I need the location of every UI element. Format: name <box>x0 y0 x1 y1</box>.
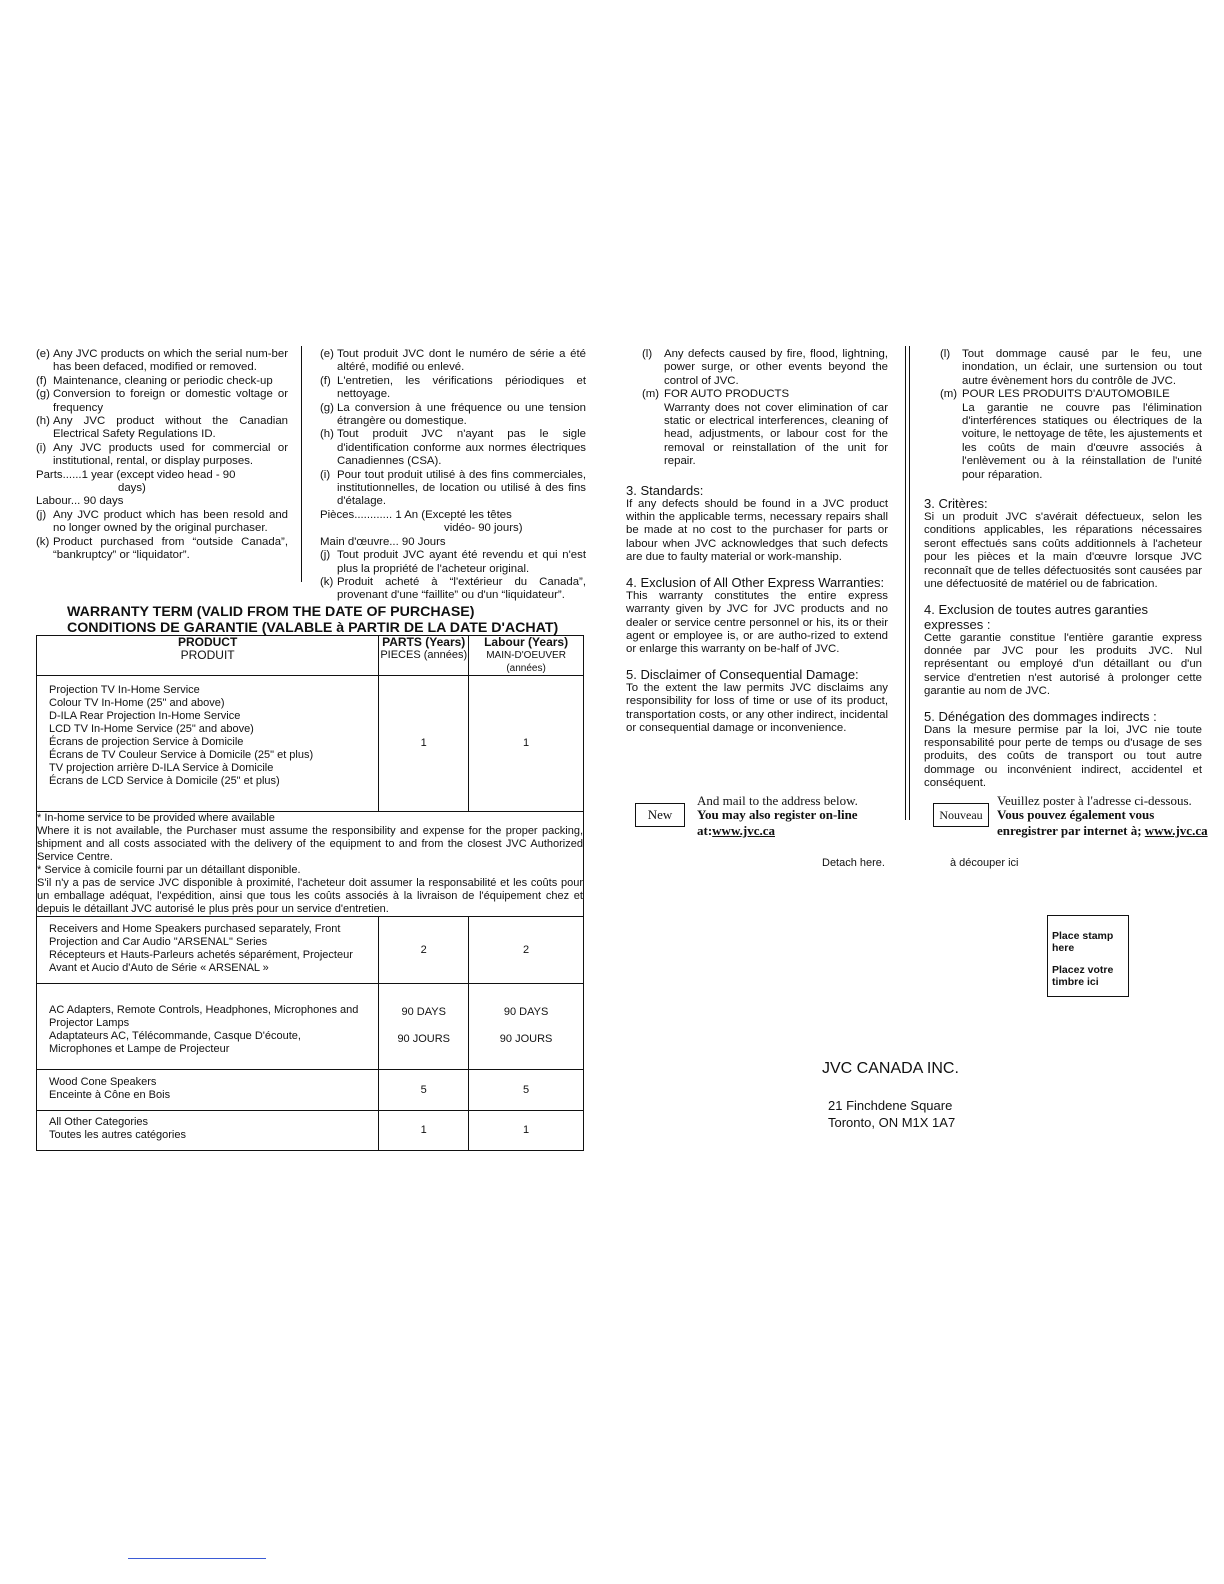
center-divider-1 <box>905 346 906 820</box>
right-fr-items <box>940 348 1202 482</box>
in-home-service-note: * In-home service to be provided where available Where it is not available, the Purchaser must assume the responsibility and expense for the proper packing, shipment and all costs associated with the delivery of the equipment to and from the closest JVC Authorized Service Centre. * Service à comicile fourni par un détaillant disponible. S'il n'y a pas de service JVC disponible à proximité, l'acheteur doit assumer la responsabilité et les coûts pour un emballage adéquat, l'expédition, ainsi que tous les coûts associés à la livraison de l'équipement chez et depuis le détaillant JVC autorisé le plus près pour un service d'entretien. <box>37 812 583 915</box>
address-company: JVC CANADA INC. <box>822 1060 959 1077</box>
jvc-website-link-fr[interactable]: www.jvc.ca <box>1144 823 1208 838</box>
mail-note-fr: Veuillez poster à l'adresse ci-dessous. <box>997 793 1192 808</box>
exclusion-f-en: (f) Maintenance, cleaning or periodic check-up <box>36 374 273 387</box>
register-note-en: You may also register on-line at:www.jvc.ca <box>697 807 858 838</box>
address-block <box>828 1097 955 1131</box>
warranty-title-fr: CONDITIONS DE GARANTIE (VALABLE à PARTIR DE LA DATE D'ACHAT) <box>67 620 559 636</box>
exclusion-e-fr: (e) Tout produit JVC dont le numéro de série a été altéré, modifié ou enlevé. <box>320 348 586 374</box>
register-line-fr: enregistrer par internet à; www.jvc.ca <box>997 823 1208 838</box>
table-row <box>37 917 584 984</box>
detach-here-en: Detach here. <box>822 857 885 869</box>
labour-cell-other: 1 <box>469 1111 584 1151</box>
denegation-body: Dans la mesure permise par la loi, JVC nie toute responsabilité pour perte de temps ou d'usage de ses produits, des coûts de transport ou tout autre dommage ou inconvénient indirect, accidentel et conséquent. <box>924 723 1202 790</box>
center-divider-2 <box>909 346 910 820</box>
labour-term-en: Labour... 90 days <box>36 495 124 508</box>
exclusion-i-en: (i) Any JVC products used for commercial or institutional, rental, or display purposes. <box>36 441 288 468</box>
exclusions-en <box>36 348 288 563</box>
exclusion-j-fr: (j) Tout produit JVC ayant été revendu et qui n'est plus la propriété de l'acheteur original. <box>320 549 586 575</box>
new-badge: New <box>635 803 685 827</box>
standards-title: 3. Standards: <box>626 482 704 498</box>
table-note-row <box>37 812 584 917</box>
detach-here-fr: à découper ici <box>950 857 1019 869</box>
criteres-body: Si un produit JVC s'avérait défectueux, selon les conditions applicables, les réparations nécessaires seront effectués sans coûts additionnels à l'acheteur pour les pièces et la main d'œuvre lorsque JVC reconnaît que de telles défectuosités sont causées par une défectuosité de matériel ou de fabrication. <box>924 511 1202 591</box>
table-row <box>37 1070 584 1111</box>
exclusion-l-fr: (l) Tout dommage causé par le feu, une inondation, un éclair, une surtension ou tout autre évènement hors du contrôle de JVC. <box>940 348 1202 387</box>
header-labour: Labour (Years) MAIN-D'OEUVER (années) <box>469 636 584 676</box>
header-parts: PARTS (Years) PIECES (années) <box>379 636 469 676</box>
standards-body: If any defects should be found in a JVC product within the applicable terms, necessary repairs shall be made at no cost to the purchaser for parts or labour when JVC acknowledges that such defects are due to faulty material or work-manship. <box>626 497 888 564</box>
exclusion-g-fr: (g) La conversion à une fréquence ou une tension étrangère ou domestique. <box>320 401 586 428</box>
labour-cell-wood-cone: 5 <box>469 1070 584 1111</box>
footer-rule <box>128 1558 266 1559</box>
exclusion-l-en: (l) Any defects caused by fire, flood, lightning, power surge, or other events beyond the control of JVC. <box>642 348 888 387</box>
labour-cell-tv: 1 <box>469 676 584 812</box>
warranty-table <box>36 635 584 1151</box>
nouveau-badge: Nouveau <box>933 803 989 827</box>
address-street: 21 Finchdene Square <box>828 1098 953 1113</box>
denegation-title: 5. Dénégation des dommages indirects : <box>924 708 1157 724</box>
register-note-fr: Vous pouvez également vous enregistrer par internet à; www.jvc.ca <box>997 807 1208 838</box>
exclusion-j-en: (j) Any JVC product which has been resold and no longer owned by the original purchaser. <box>36 508 288 535</box>
criteres-title: 3. Critères: <box>924 496 988 512</box>
exclusion-m-fr: (m) POUR LES PRODUITS D'AUTOMOBILE <box>940 388 1170 401</box>
exclusion-garanties-title: 4. Exclusion de toutes autres garanties expresses : <box>924 601 1149 632</box>
parts-cell-wood-cone: 5 <box>379 1070 469 1111</box>
jvc-website-link-en[interactable]: www.jvc.ca <box>712 823 775 838</box>
parts-term-en: Parts......1 year (except video head - 90 <box>36 468 236 481</box>
exclusion-g-en: (g) Conversion to foreign or domestic voltage or frequency <box>36 388 288 414</box>
product-cell-tv: Projection TV In-Home Service Colour TV In-Home (25" and above) D-ILA Rear Projection In-Home Service LCD TV In-Home Service (25" and above) Écrans de projection Service à Domicile Écrans de TV Couleur Service à Domicile (25" et plus) TV projection arrière D-ILA Service à Domicile Écrans de LCD Service à Domicile (25" et plus) <box>37 676 379 812</box>
parts-cell-other: 1 <box>379 1111 469 1151</box>
exclusion-warranties-title: 4. Exclusion of All Other Express Warranties: <box>626 574 885 590</box>
exclusion-k-fr: (k) Produit acheté à “l'extérieur du Canada”, provenant d'une “faillite” ou d'un “liquidateur”. <box>320 575 586 602</box>
column-divider-left <box>301 346 302 582</box>
product-cell-receivers: Receivers and Home Speakers purchased separately, Front Projection and Car Audio "ARSENAL" Series Récepteurs et Hauts-Parleurs achetés séparément, Projecteur Avant et Aucio d'Auto de Série « ARSENAL » <box>37 917 379 984</box>
address-city: Toronto, ON M1X 1A7 <box>828 1115 956 1130</box>
header-product: PRODUCT PRODUIT <box>37 636 379 676</box>
auto-products-fr: La garantie ne couvre pas l'élimination d'interférences statiques ou électriques de la voiture, le nettoyage de tête, les ajustements et les coûts de main d'œuvre associés à l'enlèvement ou à la réinstallation de l'unité pour réparation. <box>962 401 1202 481</box>
main-oeuvre-term-fr: Main d'œuvre... 90 Jours <box>320 535 446 548</box>
warranty-title-en: WARRANTY TERM (VALID FROM THE DATE OF PURCHASE) <box>67 604 475 620</box>
exclusion-i-fr: (i) Pour tout produit utilisé à des fins commerciales, institutionnelles, de location ou utilisé à des fins d'étalage. <box>320 468 586 508</box>
exclusion-h-en: (h) Any JVC product without the Canadian Electrical Safety Regulations ID. <box>36 415 288 441</box>
right-en-items <box>642 348 888 469</box>
parts-cell-tv: 1 <box>379 676 469 812</box>
parts-cell-receivers: 2 <box>379 917 469 984</box>
auto-products-en: Warranty does not cover elimination of car static or electrical interferences, cleaning of head, adjustments, or labour cost for the removal or reinstallation of the unit for repair. <box>664 401 888 468</box>
pieces-term-fr: Pièces............ 1 An (Excepté les têtes <box>320 508 512 521</box>
parts-cell-accessories: 90 DAYS 90 JOURS <box>379 984 469 1070</box>
pieces-term-video-fr: vidéo- 90 jours) <box>444 522 523 535</box>
table-header-row <box>37 636 584 676</box>
parts-term-days-en: days) <box>118 482 146 495</box>
exclusion-k-en: (k) Product purchased from “outside Canada”, “bankruptcy” or “liquidator”. <box>36 535 288 562</box>
product-cell-wood-cone: Wood Cone Speakers Enceinte à Cône en Bois <box>37 1070 379 1111</box>
product-cell-other: All Other Categories Toutes les autres catégories <box>37 1111 379 1151</box>
table-row <box>37 676 584 812</box>
exclusion-h-fr: (h) Tout produit JVC n'ayant pas le sigle d'identification conforme aux normes électriques Canadiennes (CSA). <box>320 428 586 468</box>
exclusion-warranties-body: This warranty constitutes the entire express warranty given by JVC for JVC products and no dealer or service centre personnel or his, its or their agent or employee is, or are autho-rized to extend or enlarge this warranty on be-half of JVC. <box>626 589 888 656</box>
product-cell-accessories: AC Adapters, Remote Controls, Headphones, Microphones and Projector Lamps Adaptateurs AC, Télécommande, Casque D'écoute, Microphones et Lampe de Projecteur <box>37 984 379 1070</box>
right-column-fr <box>924 348 1202 791</box>
register-line-en: at:www.jvc.ca <box>697 823 775 838</box>
labour-cell-accessories: 90 DAYS 90 JOURS <box>469 984 584 1070</box>
right-column-en <box>626 348 888 735</box>
exclusion-m-en: (m) FOR AUTO PRODUCTS <box>642 388 790 401</box>
mail-note-en: And mail to the address below. <box>697 793 858 808</box>
exclusion-garanties-body: Cette garantie constitue l'entière garantie express donnée par JVC pour les produits JVC. Nul représentant ou employé d'un détaillant ou d'un service d'entretien n'est autorisé à prolonger cette garantie au nom de JVC. <box>924 631 1202 698</box>
table-row <box>37 1111 584 1151</box>
exclusions-fr <box>320 348 586 603</box>
table-row <box>37 984 584 1070</box>
labour-cell-receivers: 2 <box>469 917 584 984</box>
disclaimer-body: To the extent the law permits JVC disclaims any responsibility for loss of time or use of its product, transportation costs, or any other indirect, incidental or consequential damage or inconvenience. <box>626 681 888 734</box>
exclusion-e-en: (e) Any JVC products on which the serial num-ber has been defaced, modified or removed. <box>36 348 288 374</box>
disclaimer-title: 5. Disclaimer of Consequential Damage: <box>626 666 859 682</box>
stamp-box: Place stamp here Placez votre timbre ici <box>1047 915 1129 997</box>
exclusion-f-fr: (f) L'entretien, les vérifications périodiques et nettoyage. <box>320 374 586 401</box>
